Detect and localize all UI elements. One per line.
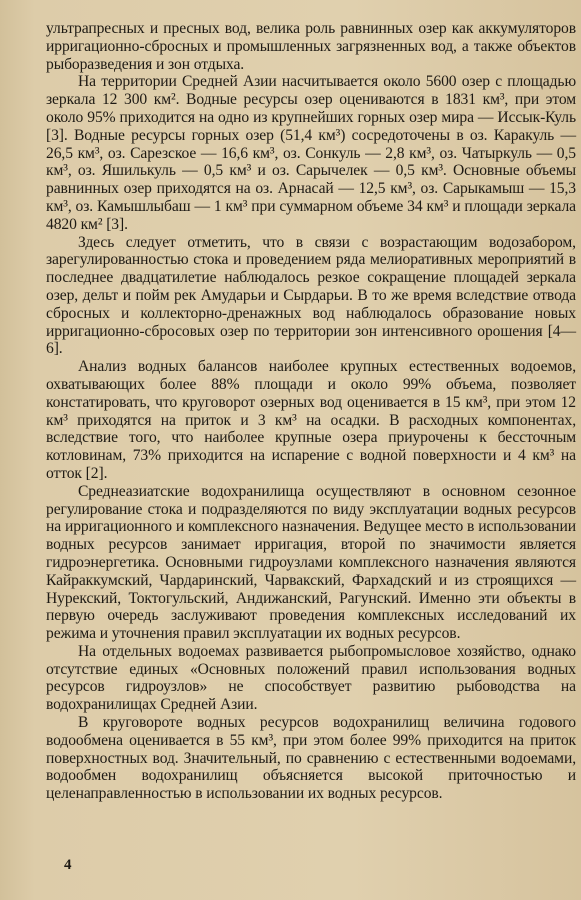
paragraph-2: На территории Средней Азии насчитывается около 5600 озер с площадью зеркала 12 300 км². Водные ресурсы озер оцениваются в 1831 км³, при этом около 95% приходится на одно из крупнейших горных озер мира — Иссык-Куль [3]. Водные ресурсы горных озер (51,4 км³) сосредоточены в оз. Каракуль — 26,5 км³, оз. Сарезское — 16,6 км³, оз. Сонкуль — 2,8 км³, оз. Чатыркуль — 0,5 км³, оз. Яшилькуль — 0,5 км³ и оз. Сарычелек — 0,5 км³. Основные объемы равнинных озер приходятся на оз. Арнасай — 12,5 км³, оз. Сарыкамыш — 15,3 км³, оз. Камышлыбаш — 1 км³ при суммарном объеме 34 км³ и площади зеркала 4820 км² [3].	[46, 73, 576, 233]
paragraph-7: В круговороте водных ресурсов водохранилищ величина годового водообмена оценивается в 55 км³, при этом более 99% приходится на приток поверхностных вод. Значительный, по сравнению с естественными водоемами, водообмен водохранилищ объясняется высокой приточностью и целенаправленностью в использовании их водных ресурсов.	[46, 714, 576, 803]
paragraph-1: ультрапресных и пресных вод, велика роль равнинных озер как аккумуляторов ирригационно-сбросных и промышленных загрязненных вод, а также объектов рыборазведения и зон отдыха.	[46, 20, 576, 73]
body-text	[46, 20, 576, 803]
page-number: 4	[64, 857, 72, 873]
paragraph-5: Среднеазиатские водохранилища осуществляют в основном сезонное регулирование стока и подразделяются по виду эксплуатации водных ресурсов на ирригационного и комплексного назначения. Ведущее место в использовании водных ресурсов занимает ирригация, второй по значимости является гидроэнергетика. Основными гидроузлами комплексного назначения являются Кайраккумский, Чардаринский, Чарвакский, Фархадский и из строящихся — Нурекский, Токтогульский, Андижанский, Рагунский. Именно эти объекты в первую очередь заслуживают проведения комплексных исследований их режима и уточнения правил эксплуатации их водных ресурсов.	[46, 482, 576, 643]
paragraph-3: Здесь следует отметить, что в связи с возрастающим водозабором, зарегулированностью стока и проведением ряда мелиоративных мероприятий в последнее двадцатилетие наблюдалось резкое сокращение площадей зеркала озер, дельт и пойм рек Амударьи и Сырдарьи. В то же время вследствие отвода сбросных и коллекторно-дренажных вод наблюдалось образование новых ирригационно-сбросовых озер по территории зон интенсивного орошения [4—6].	[46, 233, 576, 358]
paragraph-4: Анализ водных балансов наиболее крупных естественных водоемов, охватывающих более 88% площади и около 99% объема, позволяет констатировать, что круговорот озерных вод оценивается в 15 км³, при этом 12 км³ приходятся на приток и 3 км³ на осадки. В расходных компонентах, вследствие того, что наиболее крупные озера приурочены к бессточным котловинам, 73% приходится на испарение с водной поверхности и 4 км³ на отток [2].	[46, 358, 576, 482]
paragraph-6: На отдельных водоемах развивается рыбопромысловое хозяйство, однако отсутствие единых «Основных положений правил использования водных ресурсов гидроузлов» не способствует развитию рыбоводства на водохранилищах Средней Азии.	[46, 642, 576, 714]
